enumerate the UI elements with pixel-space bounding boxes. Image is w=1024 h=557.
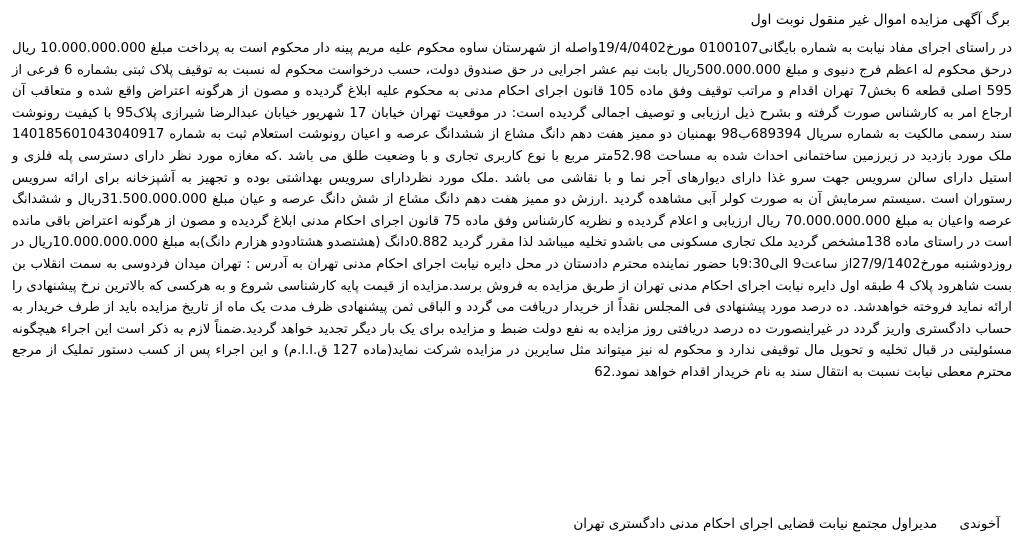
signature-block (573, 514, 1000, 534)
notice-title: برگ آگهی مزایده اموال غیر منقول نوبت اول (750, 12, 1010, 28)
signature-title: مدیراول مجتمع نیابت قضایی اجرای احکام مدنی دادگستری تهران (573, 516, 938, 532)
notice-body: در راستای اجرای مفاد نیابت به شماره بایگانی0100107 مورخ19/4/0402واصله از شهرستان ساوه محکوم علیه مریم پینه دار محکوم است به پرداخت مبلغ 10.000.000.000 ریال درحق محکوم له اعظم فرج دنیوی و مبلغ 500.000.000ریال بابت نیم عشر اجرایی در حق صندوق دولت، حسب درخواست محکوم له نسبت به توقیف پلاک ثبتی بشماره 6 فرعی از 595 اصلی قطعه 6 بخش7 تهران اقدام و مراتب توقیف وفق ماده 105 قانون اجرای احکام مدنی به محکوم علیه ابلاغ گردیده و مصون از هرگونه اعتراض واقع شده و متعاقب آن ارجاع امر به کارشناس صورت گرفته و بشرح ذیل ارزیابی و توصیف اجمالی گردیده است: در موقعیت تهران خیابان 17 شهریور خیابان عبدالرضا شیرازی پلاک95 با کیفیت رونوشت سند رسمی مالکیت به شماره سریال 689394ب98 بهمنیان دو ممیز هفت دهم دانگ مشاع از ششدانگ عرصه و اعیان رونوشت استعلام ثبت به شماره 140185601043040917 ملک مورد بازدید در زیرزمین ساختمانی احداث شده به مساحت 52.98متر مربع با نوع کاربری تجاری و با وضعیت طلق می باشد .که مغازه مورد نظر دارای دسترسی پله فلزی و استیل دارای سالن سرویس جهت سرو غذا دارای دیوارهای آجر نما و با نقاشی می باشد .ملک مورد نظردارای سرویس بهداشتی بوده و تجهیز به آشپزخانه برای ارائه سرویس رستوران است .سیستم سرمایش آن به صورت کولر آبی مشاهده گردید .ارزش دو ممیز هفت دهم دانگ مشاع از شش دانگ عرصه و عیان مبلغ 31.500.000.000ریال و ششدانگ عرصه واعیان به مبلغ 70.000.000.000 ریال ارزیابی و اعلام گردیده و نظریه کارشناس وفق ماده 75 قانون اجرای احکام مدنی ابلاغ گردیده و مصون از هرگونه اعتراض باقی مانده است در راستای ماده 138مشخص گردید ملک تجاری مسکونی می باشدو تخلیه میباشد لذا مقرر گردید 0.882دانگ (هشتصدو هشتادودو هزارم دانگ)به مبلغ 10.000.000.000ریال در روزدوشنبه مورخ27/9/1402از ساعت9 الی9:30با حضور نماینده محترم دادستان در محل دایره نیابت اجرای احکام مدنی تهران به آدرس : تهران میدان فردوسی به سمت انقلاب بن بست شاهرود پلاک 4 طبقه اول دایره نیابت اجرای احکام مدنی تهران از طریق مزایده به فروش برسد.مزایده از قیمت پایه کارشناسی شروع و به هرکسی که بالاترین نرخ پیشنهادی را ارائه نماید فروخته خواهدشد. ده درصد مورد پیشنهادی فی المجلس نقداً از خریدار دریافت می گردد و الباقی ثمن پیشنهادی ظرف مدت یک ماه از تاریخ مزایده باید از طرف خریدار به حساب دادگستری واریز گردد در غیراینصورت ده درصد دریافتی روز مزایده به نفع دولت ضبط و مزایده برای یک بار دیگر تجدید خواهد گردید.ضمناً لازم به ذکر است این اجراء هیچگونه مسئولیتی در قبال تخلیه و تحویل مال توقیفی ندارد و محکوم له نیز میتواند مثل سایرین در مزایده شرکت نماید(ماده 127 ق.ا.ا.م) و این اجراء پس از کسب دستور تملیک از مرجع محترم معطی نیابت نسبت به انتقال سند به نام خریدار اقدام خواهد نمود.62 (12, 41, 1013, 380)
signature-name: آخوندی (959, 516, 1000, 532)
